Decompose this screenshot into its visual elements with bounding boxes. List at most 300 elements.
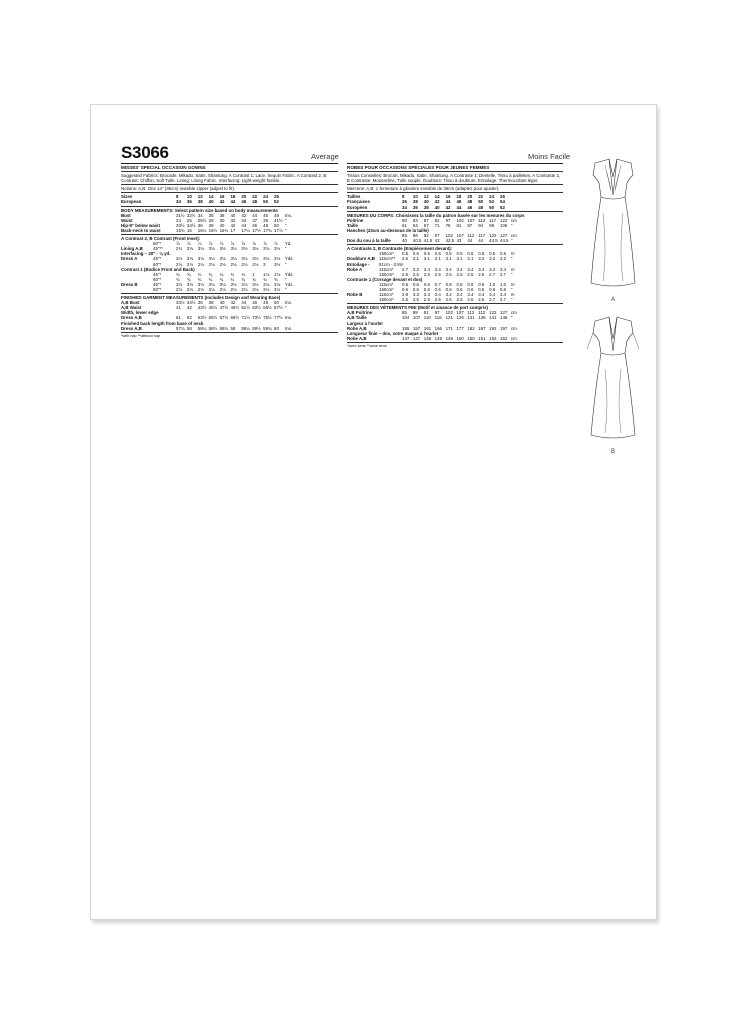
en-title: MISSES' SPECIAL OCCASION GOWNS	[121, 165, 206, 170]
size-value: 54	[500, 199, 505, 205]
cell-value: ⅞	[263, 241, 267, 247]
table-row	[347, 336, 563, 341]
cell-value: 0.5	[467, 251, 474, 257]
cell-value: 3.4	[434, 292, 441, 298]
row-label: A,B Waist	[121, 305, 142, 311]
row-width: 45"**	[153, 246, 163, 252]
cell-value: 3.1	[467, 256, 474, 262]
row-unit: "	[284, 305, 287, 311]
cell-value: 187	[478, 325, 486, 331]
cell-value: 2⅛	[241, 286, 248, 292]
cell-value: 58¾	[219, 325, 229, 331]
size-value: 16	[445, 194, 451, 200]
table-row	[347, 238, 563, 243]
cell-value: 0.6	[423, 281, 430, 287]
cell-value: 61	[176, 315, 181, 321]
french-section	[347, 165, 563, 349]
cell-value: 2.7	[402, 266, 409, 272]
size-label: Françaises	[347, 199, 370, 205]
cell-value: ⅞	[230, 241, 235, 247]
size-value: 36	[402, 199, 407, 205]
cell-value: 0.6	[478, 286, 485, 292]
size-label: European	[121, 199, 142, 205]
row-label: Dress A,B	[121, 315, 142, 321]
en-finished-table	[121, 300, 338, 310]
row-unit: "	[284, 276, 287, 282]
cell-value: 1.0	[489, 281, 496, 287]
row-unit: Yd.	[284, 241, 292, 247]
size-value: 26	[274, 194, 279, 200]
row-unit: m	[510, 292, 515, 298]
cell-value: 3.4	[489, 266, 496, 272]
row-label: Robe A	[347, 266, 363, 272]
size-value: 40	[434, 204, 440, 210]
cell-value: 44	[478, 238, 484, 244]
cell-value: 1.0	[500, 281, 507, 287]
view-a-label: A	[610, 297, 616, 303]
cell-value: 3⅛	[274, 286, 281, 292]
row-unit: cm	[510, 217, 517, 223]
cell-value: 36	[197, 222, 203, 228]
cell-value: 94	[478, 222, 484, 228]
cell-value: 0.5	[412, 251, 419, 257]
en-size-table	[121, 194, 338, 204]
cell-value: 3.4	[456, 266, 463, 272]
cell-value: 0.6	[467, 286, 474, 292]
cell-value: 2.5	[456, 271, 463, 277]
cell-value: 91	[423, 310, 429, 316]
cell-value: 3⅛	[263, 286, 270, 292]
size-row	[347, 205, 563, 210]
row-label	[347, 297, 379, 302]
fr-contrast1-title: Contraste 1 (Corsage devant et dos)	[347, 276, 423, 282]
table-row	[121, 287, 338, 292]
size-value: 46	[456, 199, 462, 205]
size-value: 46	[241, 199, 247, 205]
cell-value: 16¾	[219, 227, 229, 233]
cell-value: 3⅛	[241, 256, 248, 262]
cell-value: 3⅛	[197, 281, 204, 287]
size-value: 38	[412, 199, 418, 205]
cell-value: 2⅛	[230, 286, 237, 292]
cell-value: 63½	[197, 315, 207, 321]
size-value: 42	[445, 204, 451, 210]
cell-value: 147	[412, 335, 421, 341]
cell-value: 58¼	[197, 325, 207, 331]
cell-value: 97	[445, 217, 451, 223]
fr-finished-table	[347, 310, 563, 320]
cell-value: 53½	[252, 305, 261, 311]
cell-value: ¾	[176, 276, 180, 282]
en-contrast1-title: Contrast 1 (Bodice Front and Back)	[121, 266, 195, 272]
cell-value: 117	[478, 233, 486, 239]
cell-value: 39	[263, 217, 269, 223]
cell-value: 16½	[208, 227, 218, 233]
cell-value: 106	[500, 222, 508, 228]
cell-value: ¾	[252, 276, 256, 282]
cell-value: 3⅛	[274, 281, 281, 287]
cell-value: ¾	[263, 276, 267, 282]
cell-value: 2.5	[423, 271, 430, 277]
cell-value: ¾	[230, 276, 235, 282]
cell-value: 0.5	[500, 251, 507, 257]
cell-value: 40.5	[412, 238, 422, 244]
cell-value: 127	[500, 233, 508, 239]
size-value: 12	[197, 194, 203, 200]
cell-value: 16¼	[197, 227, 207, 233]
cell-value: ⅞	[219, 241, 224, 247]
cell-value: 44	[241, 222, 247, 228]
cell-value: 3⅛	[208, 281, 215, 287]
size-value: 26	[500, 194, 505, 200]
row-label: Dos du cou à la taille	[347, 238, 391, 244]
cell-value: 149	[445, 335, 453, 341]
fr-hips-title: Hanches (23cm au-dessous de la taille)	[347, 227, 429, 233]
cell-value: 2.5	[412, 297, 419, 303]
cell-value: 49½	[230, 305, 239, 311]
row-label: Robe A,B	[347, 335, 367, 341]
row-label: Robe B	[347, 292, 363, 298]
row-width: 115cm*	[379, 281, 394, 287]
cell-value: 17¼	[241, 227, 250, 233]
cell-value: 3.4	[445, 292, 452, 298]
cell-value: 32½	[186, 212, 196, 218]
cell-value: 42	[186, 305, 192, 311]
cell-value: 3⅛	[197, 246, 204, 252]
cell-value: 87	[467, 222, 473, 228]
cell-value: 104	[402, 315, 410, 321]
cell-value: 149	[434, 335, 442, 341]
cell-value: 40	[402, 238, 407, 244]
row-label: Poitrine	[347, 217, 364, 223]
cell-value: 37	[252, 217, 258, 223]
fr-hips-row	[347, 233, 563, 243]
cell-value: 3.4	[445, 266, 452, 272]
cell-value: 41	[176, 305, 181, 311]
row-unit: "	[510, 222, 513, 228]
size-row	[121, 199, 338, 204]
row-width: 45"*	[153, 256, 162, 262]
fr-footnote: *avec sens **sans sens	[347, 343, 387, 348]
cell-value: 2⅛	[241, 261, 248, 267]
en-fabrics: Suggested Fabrics: Brocade, Mikado, Satin, Shantung. A Contrast 1: Lace, Sequin Fabric. A Contrast 2, B Contrast: Chiffon, Soft Tulle. Lining: Lining Fabric. Interfacing: Light-weight fusible.	[121, 173, 327, 184]
row-unit: m	[510, 251, 515, 257]
cell-value: 3⅛	[176, 256, 183, 262]
row-unit: "	[510, 297, 513, 303]
cell-value: ⅞	[208, 241, 213, 247]
row-width: 45"*	[153, 271, 162, 277]
cell-value: 44	[241, 300, 247, 306]
row-label: A,B Bust	[121, 300, 140, 306]
cell-value: 0.5	[489, 251, 496, 257]
cell-value: 44.5	[489, 238, 498, 244]
cell-value: 83	[412, 217, 418, 223]
cell-value: 28	[208, 217, 214, 223]
row-width: 150cm*	[379, 297, 394, 303]
fr-body-measurements	[347, 218, 563, 228]
cell-value: 112	[467, 233, 475, 239]
cell-value: 71½	[241, 315, 250, 321]
row-label: Dress A	[121, 256, 138, 262]
cell-value: ¾	[208, 271, 213, 277]
cell-value: 2⅛	[219, 261, 226, 267]
divider	[121, 163, 338, 164]
cell-value: 3⅛	[186, 281, 193, 287]
cell-value: 3⅛	[252, 281, 259, 287]
size-value: 50	[489, 204, 495, 210]
cell-value: 88	[412, 310, 418, 316]
row-unit: "	[510, 256, 513, 262]
table-row	[121, 228, 338, 233]
en-finished-title: FINISHED GARMENT MEASUREMENTS (Includes Design and Wearing Ease)	[121, 295, 281, 301]
cell-value: 3⅛	[230, 246, 237, 252]
cell-value: 45½	[208, 305, 218, 311]
row-unit: "	[284, 286, 287, 292]
cell-value: 1	[252, 271, 255, 277]
cell-value: 33½	[176, 222, 185, 228]
cell-value: 107	[467, 217, 475, 223]
pattern-number: S3066	[121, 143, 169, 162]
cell-value: 50	[274, 300, 279, 306]
size-value: 40	[423, 199, 429, 205]
row-unit: Yds.	[284, 271, 294, 277]
cell-value: 17⅞	[274, 227, 283, 233]
cell-value: 157	[412, 325, 421, 331]
cell-value: 42	[230, 300, 236, 306]
cell-value: 0.6	[412, 281, 419, 287]
cell-value: 112	[478, 217, 486, 223]
cell-value: 131	[467, 315, 475, 321]
cell-value: 2.7	[500, 271, 507, 277]
cell-value: 122	[500, 217, 508, 223]
fr-yardage-title: A Contraste 2, B Contraste (Empiècement devant):	[347, 246, 453, 252]
cell-value: 48	[263, 300, 269, 306]
size-value: 14	[434, 194, 440, 200]
cell-value: 148	[423, 335, 432, 341]
fr-yardage-table	[347, 251, 563, 276]
row-unit: "	[284, 261, 287, 267]
row-unit: "	[284, 246, 287, 252]
size-value: 18	[456, 194, 462, 200]
size-value: 24	[489, 194, 495, 200]
cell-value: 75½	[263, 315, 272, 321]
cell-value: 3⅛	[263, 256, 270, 262]
cell-value: 107	[412, 315, 421, 321]
row-unit: cm	[510, 233, 517, 239]
cell-value: 3⅛	[252, 256, 259, 262]
size-value: 38	[423, 204, 429, 210]
cell-value: ¾	[176, 271, 180, 277]
size-value: 44	[230, 199, 236, 205]
cell-value: 3.4	[467, 266, 474, 272]
cell-value: 3.1	[456, 256, 463, 262]
cell-value: 32	[230, 217, 236, 223]
cell-value: 69½	[230, 315, 239, 321]
garment-sketches	[573, 153, 653, 473]
fr-body-title: MESURES DU CORPS: Choisissez la taille du patron basée sur les mesures du corps	[347, 212, 525, 218]
cell-value: 47½	[219, 305, 229, 311]
size-label: Européen	[347, 204, 368, 210]
row-width	[379, 326, 402, 331]
cell-value: ¾	[197, 271, 202, 277]
cell-value: 85	[402, 233, 407, 239]
cell-value: 122	[489, 233, 497, 239]
cell-value: ⅞	[176, 241, 180, 247]
size-value: 42	[434, 199, 440, 205]
cell-value: 2¾	[176, 246, 183, 252]
cell-value: 57½	[274, 305, 283, 311]
row-unit: cm	[510, 325, 517, 331]
fr-title: ROBES POUR OCCASIONS SPÉCIALES POUR JEUNES FEMMES	[347, 165, 490, 170]
size-value: 8	[402, 194, 405, 200]
size-value: 18	[230, 194, 236, 200]
cell-value: 2.5	[423, 297, 430, 303]
cell-value: 3⅛	[219, 281, 226, 287]
cell-value: 197	[500, 325, 508, 331]
row-width: 150cm*	[379, 251, 394, 257]
row-width: 115cm*	[379, 266, 394, 272]
cell-value: 34½	[186, 300, 196, 306]
row-width: 115cm*	[379, 292, 394, 298]
fr-size-table	[347, 194, 563, 209]
cell-value: 3⅛	[274, 256, 281, 262]
cell-value: 3⅛	[274, 261, 281, 267]
cell-value: 171	[445, 325, 453, 331]
cell-value: 2⅛	[197, 286, 204, 292]
cell-value: 3.2	[500, 256, 507, 262]
cell-value: 152	[489, 335, 497, 341]
cell-value: 2.5	[434, 297, 441, 303]
cell-value: 3.4	[478, 292, 485, 298]
cell-value: 34	[241, 217, 247, 223]
cell-value: 2.5	[467, 297, 474, 303]
row-label: Entoilage -	[347, 261, 370, 267]
size-value: 12	[423, 194, 429, 200]
size-value: 36	[186, 199, 192, 205]
cell-value: 0.5	[478, 251, 485, 257]
row-unit: "	[510, 271, 513, 277]
cell-value: ¾	[186, 271, 191, 277]
cell-value: 182	[467, 325, 475, 331]
row-label	[121, 262, 153, 267]
en-length-title: Finished back length from base of neck	[121, 320, 204, 326]
cell-value: ⅞	[197, 241, 202, 247]
cell-value: 2⅛	[176, 261, 183, 267]
en-yardage-table	[121, 241, 338, 266]
cell-value: 1⅛	[263, 271, 270, 277]
row-unit: "	[284, 227, 287, 233]
cell-value: 107	[456, 310, 464, 316]
size-value: 10	[186, 194, 192, 200]
cell-value: 3⅛	[208, 246, 215, 252]
size-value: 40	[208, 199, 214, 205]
cell-value: 2⅛	[252, 261, 259, 267]
cell-value: 0.5	[434, 251, 441, 257]
cell-value: 3⅛	[197, 256, 204, 262]
cell-value: 34	[197, 212, 203, 218]
row-unit: Yds.	[284, 256, 294, 262]
cell-value: 17½	[252, 227, 261, 233]
cell-value: 97	[434, 233, 440, 239]
cell-value: 55½	[263, 305, 272, 311]
size-value: 42	[219, 199, 225, 205]
size-value: 52	[274, 199, 279, 205]
cell-value: 161	[423, 325, 432, 331]
cell-value: 58½	[208, 325, 218, 331]
cell-value: 48	[274, 212, 279, 218]
row-unit: Ins.	[284, 315, 292, 321]
cell-value: ¾	[197, 276, 202, 282]
cell-value: ¾	[186, 276, 191, 282]
cell-value: 0.7	[434, 281, 441, 287]
cell-value: 46	[263, 212, 269, 218]
row-unit: "	[284, 222, 287, 228]
cell-value: 2⅛	[252, 286, 259, 292]
cell-value: 0.6	[402, 286, 409, 292]
row-label: Interfacing – 20" · ⅛ yd.	[121, 251, 171, 257]
cell-value: 147	[402, 335, 410, 341]
cell-value: 2⅛	[186, 261, 193, 267]
cell-value: 44	[252, 212, 258, 218]
cell-value: 58	[186, 325, 192, 331]
cell-value: 150	[467, 335, 475, 341]
row-width	[379, 315, 402, 320]
cell-value: 59	[230, 325, 236, 331]
cell-value: 81	[456, 222, 462, 228]
spacer	[153, 199, 176, 204]
row-width: 60"*	[153, 276, 162, 282]
cell-value: 3.4	[500, 292, 507, 298]
cell-value: 3.4	[434, 266, 441, 272]
cell-value: 59¾	[263, 325, 272, 331]
cell-value: 46	[252, 300, 258, 306]
cell-value: 2.7	[489, 297, 496, 303]
cell-value: 67½	[219, 315, 229, 321]
size-value: 10	[412, 194, 418, 200]
cell-value: 0.6	[434, 286, 441, 292]
cell-value: 0.6	[489, 286, 496, 292]
row-unit: "	[284, 217, 287, 223]
row-width	[153, 228, 176, 233]
cell-value: ⅞	[186, 241, 191, 247]
cell-value: 76	[445, 222, 451, 228]
size-value: 50	[263, 199, 269, 205]
size-value: 52	[489, 199, 495, 205]
cell-value: 192	[489, 325, 497, 331]
cell-value: 116	[434, 315, 442, 321]
cell-value: 121	[445, 315, 453, 321]
size-value: 22	[478, 194, 484, 200]
cell-value: 117	[489, 217, 497, 223]
cell-value: 62	[186, 315, 192, 321]
cell-value: 110	[423, 315, 431, 321]
pattern-envelope-back	[90, 104, 657, 920]
cell-value: 102	[445, 233, 453, 239]
row-label: Waist	[121, 217, 133, 223]
row-width	[153, 315, 176, 320]
cell-value: 43½	[197, 305, 207, 311]
cell-value: 3.3	[423, 292, 430, 298]
cell-value: ¾	[219, 276, 224, 282]
cell-value: 38	[219, 212, 225, 218]
cell-value: ¾	[219, 271, 224, 277]
cell-value: 99	[489, 222, 495, 228]
cell-value: 2.5	[402, 271, 409, 277]
cell-value: 146	[500, 315, 508, 321]
cell-value: 151	[478, 335, 486, 341]
cell-value: 0.6	[445, 286, 452, 292]
cell-value: 3.2	[489, 256, 496, 262]
